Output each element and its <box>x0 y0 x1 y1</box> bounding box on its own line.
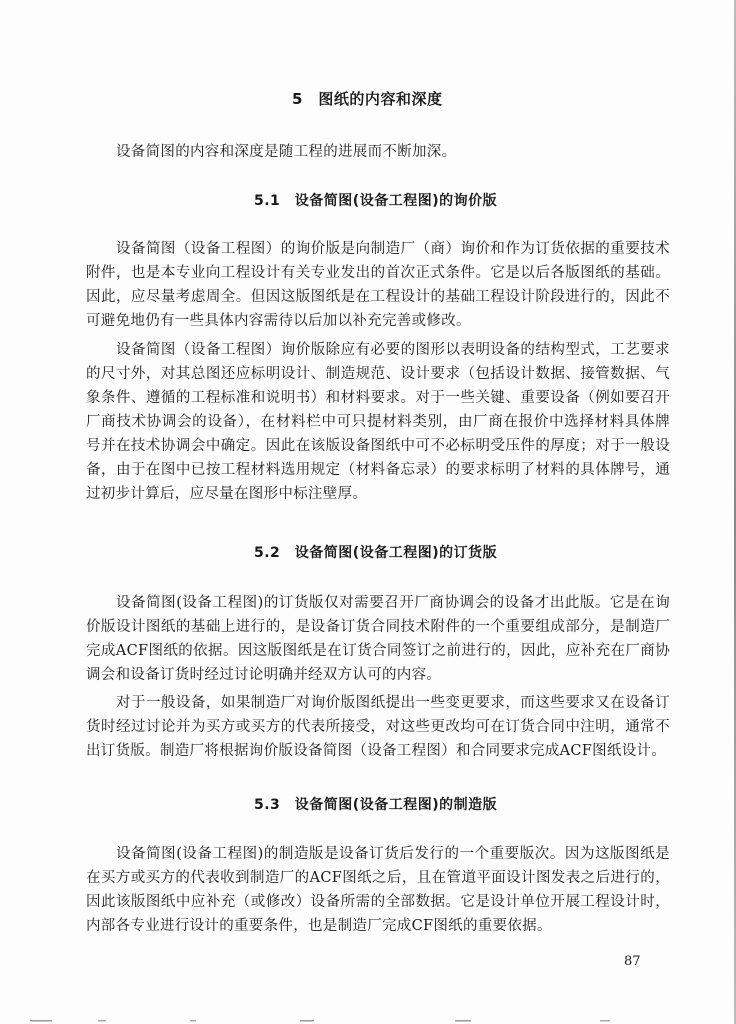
section-5-1-paragraph-1: 设备简图（设备工程图）的询价版是向制造厂（商）询价和作为订货依据的重要技术附件，也是本专业向工程设计有关专业发出的首次正式条件。它是以后各版图纸的基础。因此，应尽量考虑周全。但因这版图纸是在工程设计的基础工程设计阶段进行的，因此不可避免地仍有一些具体内容需待以后加以补充完善或修改。 <box>86 241 670 329</box>
section-5-3-paragraph-1: 设备简图(设备工程图)的制造版是设备订货后发行的一个重要版次。因为这版图纸是在买方或买方的代表收到制造厂的ACF图纸之后，且在管道平面设计图发表之后进行的，因此该版图纸中应补充（或修改）设备所需的全部数据。它是设计单位开展工程设计时，内部各专业进行设计的重要条件，也是制造厂完成CF图纸的重要依据。 <box>86 846 670 934</box>
chapter-title: 5 图纸的内容和深度 <box>292 90 443 108</box>
page-number: 87 <box>624 954 641 969</box>
section-5-2-heading: 5.2 设备简图(设备工程图)的订货版 <box>254 545 498 561</box>
section-5-2-paragraph-2: 对于一般设备，如果制造厂对询价版图纸提出一些变更要求，而这些要求又在设备订货时经过讨论并为买方或买方的代表所接受，对这些更改均可在订货合同中注明，通常不出订货版。制造厂将根据询价版设备简图（设备工程图）和合同要求完成ACF图纸设计。 <box>86 695 670 759</box>
section-5-1-paragraph-2: 设备简图（设备工程图）询价版除应有必要的图形以表明设备的结构型式，工艺要求的尺寸外，对其总图还应标明设计、制造规范、设计要求（包括设计数据、接管数据、气象条件、遵循的工程标准和说明书）和材料要求。对于一些关键、重要设备（例如要召开厂商技术协调会的设备），在材料栏中可只提材料类别，由厂商在报价中选择材料具体牌号并在技术协调会中确定。因此在该版设备图纸中可不必标明受压件的厚度；对于一般设备，由于在图中已按工程材料选用规定（材料备忘录）的要求标明了材料的具体牌号，通过初步计算后，应尽量在图形中标注壁厚。 <box>86 342 670 502</box>
section-5-3-heading: 5.3 设备简图(设备工程图)的制造版 <box>254 797 498 813</box>
section-5-1-heading: 5.1 设备简图(设备工程图)的询价版 <box>254 193 498 209</box>
section-5-2-paragraph-1: 设备简图(设备工程图)的订货版仅对需要召开厂商协调会的设备才出此版。它是在询价版设计图纸的基础上进行的，是设备订货合同技术附件的一个重要组成部分，是制造厂完成ACF图纸的依据。因这版图纸是在订货合同签订之前进行的，因此，应补充在厂商协调会和设备订货时经过讨论明确并经双方认可的内容。 <box>86 595 670 683</box>
intro-paragraph: 设备简图的内容和深度是随工程的进展而不断加深。 <box>116 144 457 160</box>
scan-specks <box>0 1018 736 1024</box>
